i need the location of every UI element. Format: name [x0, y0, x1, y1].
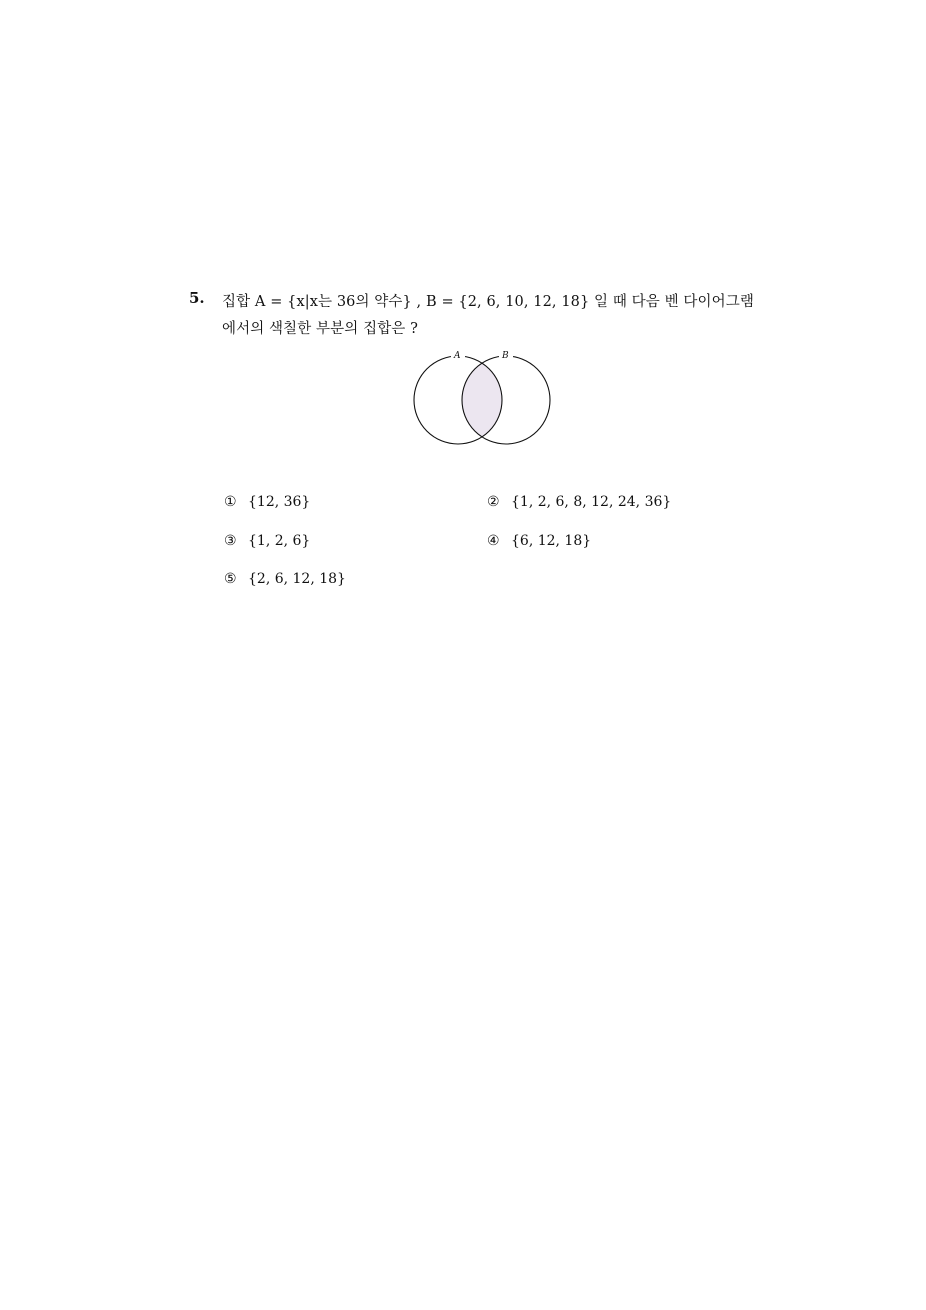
choice-4-text: {6, 12, 18} — [511, 533, 592, 549]
question-text-line-2: 에서의 색칠한 부분의 집합은 ? — [222, 321, 418, 337]
label-a: A — [454, 351, 461, 361]
choice-4-mark: ④ — [487, 533, 500, 549]
label-b: B — [502, 351, 509, 361]
choice-1[interactable] — [224, 494, 310, 510]
choice-5[interactable] — [224, 571, 346, 587]
choice-1-text: {12, 36} — [248, 494, 311, 510]
choice-4[interactable] — [487, 533, 591, 549]
question-number: 5. — [189, 289, 205, 307]
choice-3[interactable] — [224, 533, 310, 549]
choice-2[interactable] — [487, 494, 671, 510]
question-text-line-1: 집합 A = {x|x는 36의 약수} , B = {2, 6, 10, 12, 18} 일 때 다음 벤 다이어그램 — [222, 294, 754, 310]
choice-2-text: {1, 2, 6, 8, 12, 24, 36} — [511, 494, 672, 510]
choice-5-mark: ⑤ — [224, 571, 237, 587]
choice-2-mark: ② — [487, 494, 500, 510]
choice-3-text: {1, 2, 6} — [248, 533, 311, 549]
choice-3-mark: ③ — [224, 533, 237, 549]
choice-1-mark: ① — [224, 494, 237, 510]
choice-5-text: {2, 6, 12, 18} — [248, 571, 346, 587]
venn-diagram — [400, 344, 570, 454]
